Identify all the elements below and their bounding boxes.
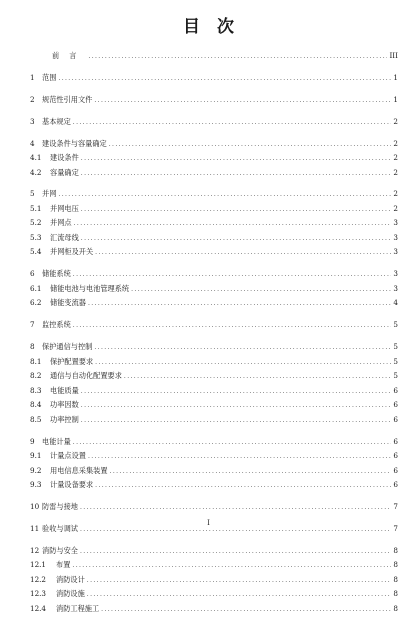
- toc-entry-page: 8: [393, 589, 398, 599]
- toc-entry-label: 保护通信与控制: [42, 342, 93, 352]
- toc-entry-number: 5: [30, 189, 35, 199]
- toc-entry[interactable]: [30, 166, 398, 181]
- page-title: 目 次: [183, 17, 234, 37]
- toc-entry[interactable]: [30, 449, 398, 464]
- toc-entry-number: 9.3: [30, 480, 42, 490]
- toc-entry-number: 12: [30, 545, 40, 555]
- toc-leader-dots: [81, 167, 392, 182]
- toc-entry-number: 12.3: [30, 589, 47, 599]
- toc-entry-label: 电能计量: [42, 436, 71, 446]
- toc-entry-label: 电能质量: [50, 385, 79, 395]
- toc-entry-page: 2: [393, 153, 398, 163]
- toc-leader-dots: [124, 370, 392, 385]
- toc-entry[interactable]: [30, 558, 398, 573]
- toc-leader-dots: [87, 588, 392, 603]
- toc-entry-page: 3: [393, 269, 398, 279]
- toc-entry-page: 4: [393, 298, 398, 308]
- toc-leader-dots: [87, 574, 392, 589]
- toc-entry-number: 6.2: [30, 298, 42, 308]
- toc-entry[interactable]: [30, 282, 398, 297]
- toc-entry-label: 规范性引用文件: [42, 94, 93, 104]
- table-of-contents: [30, 49, 398, 616]
- toc-entry-label: 储能变流器: [50, 298, 86, 308]
- toc-entry-label: 通信与自动化配置要求: [50, 371, 122, 381]
- toc-entry[interactable]: [30, 464, 398, 479]
- toc-entry-label: 消防与安全: [42, 545, 78, 555]
- toc-entry[interactable]: [30, 115, 398, 130]
- page-number: I: [207, 519, 210, 527]
- toc-entry-page: 6: [393, 385, 398, 395]
- toc-entry-label: 保护配置要求: [50, 356, 94, 366]
- toc-entry[interactable]: [30, 187, 398, 202]
- toc-entry-label: 消防设计: [56, 574, 85, 584]
- toc-entry-label: 建设条件: [50, 153, 79, 163]
- toc-leader-dots: [81, 399, 392, 414]
- toc-leader-dots: [95, 246, 391, 261]
- toc-entry-label: 用电信息采集装置: [50, 465, 108, 475]
- toc-leader-dots: [81, 232, 392, 247]
- toc-entry-number: 5.1: [30, 203, 42, 213]
- toc-entry-page: 2: [393, 203, 398, 213]
- toc-entry-page: 5: [393, 320, 398, 330]
- toc-entry-label: 并网: [42, 189, 57, 199]
- toc-entry-number: 6.1: [30, 283, 42, 293]
- toc-entry-number: 8.4: [30, 400, 42, 410]
- toc-entry[interactable]: [30, 296, 398, 311]
- toc-entry-number: 9.1: [30, 451, 42, 461]
- toc-entry-number: 8.3: [30, 385, 42, 395]
- toc-entry[interactable]: [30, 355, 398, 370]
- toc-entry[interactable]: [30, 602, 398, 617]
- toc-entry-number: 5.3: [30, 232, 42, 242]
- toc-entry[interactable]: [30, 544, 398, 559]
- toc-entry[interactable]: [30, 398, 398, 413]
- toc-entry-number: 3: [30, 116, 35, 126]
- toc-entry[interactable]: [30, 413, 398, 428]
- toc-entry-label: 防雷与接地: [42, 501, 78, 511]
- toc-entry-page: 6: [393, 436, 398, 446]
- toc-entry-page: 3: [393, 232, 398, 242]
- toc-entry[interactable]: [30, 93, 398, 108]
- toc-leader-dots: [58, 188, 391, 203]
- toc-entry-number: 12.4: [30, 603, 47, 613]
- toc-leader-dots: [58, 72, 391, 87]
- toc-entry-number: 12.1: [30, 560, 47, 570]
- toc-entry-number: 8.1: [30, 356, 42, 366]
- toc-entry-number: 8: [30, 342, 35, 352]
- toc-entry[interactable]: [30, 202, 398, 217]
- toc-entry-page: 3: [393, 218, 398, 228]
- toc-entry-number: 8.2: [30, 371, 42, 381]
- toc-entry[interactable]: [30, 369, 398, 384]
- toc-leader-dots: [95, 356, 391, 371]
- toc-entry-page: 6: [393, 465, 398, 475]
- toc-entry[interactable]: [30, 231, 398, 246]
- toc-entry[interactable]: [30, 216, 398, 231]
- toc-entry-label: 验收与调试: [42, 523, 78, 533]
- toc-entry[interactable]: [30, 573, 398, 588]
- toc-entry-label: 储能系统: [42, 269, 71, 279]
- toc-entry-page: 7: [393, 523, 398, 533]
- toc-entry-label: 并网电压: [50, 203, 79, 213]
- toc-entry-number: 2: [30, 94, 35, 104]
- toc-entry-label: 功率控制: [50, 414, 79, 424]
- toc-entry[interactable]: [30, 384, 398, 399]
- toc-entry-number: 10: [30, 501, 40, 511]
- toc-entry-label: 并网柜及开关: [50, 247, 94, 257]
- toc-entry[interactable]: [30, 435, 398, 450]
- toc-entry-number: 5.4: [30, 247, 42, 257]
- toc-entry[interactable]: [30, 151, 398, 166]
- toc-entry-label: 布置: [56, 560, 71, 570]
- toc-entry-number: 12.2: [30, 574, 47, 584]
- toc-leader-dots: [81, 414, 392, 429]
- toc-entry-label: 基本规定: [42, 116, 71, 126]
- toc-leader-dots: [109, 138, 392, 153]
- toc-leader-dots: [88, 50, 387, 65]
- toc-entry-page: III: [389, 51, 398, 60]
- toc-entry[interactable]: [30, 49, 398, 64]
- toc-entry-page: 2: [393, 138, 398, 148]
- toc-entry-number: 5.2: [30, 218, 42, 228]
- toc-leader-dots: [73, 319, 392, 334]
- toc-entry-label: 范围: [42, 72, 57, 82]
- toc-entry-page: 3: [393, 247, 398, 257]
- toc-entry[interactable]: [30, 340, 398, 355]
- toc-entry[interactable]: [30, 318, 398, 333]
- toc-leader-dots: [110, 465, 392, 480]
- toc-entry[interactable]: [30, 267, 398, 282]
- toc-entry-page: 6: [393, 451, 398, 461]
- toc-entry-page: 6: [393, 480, 398, 490]
- toc-entry-number: 4.2: [30, 167, 42, 177]
- toc-leader-dots: [73, 436, 392, 451]
- toc-entry-label: 计量点设置: [50, 451, 86, 461]
- toc-entry-label: 计量设备要求: [50, 480, 94, 490]
- toc-entry-number: 4: [30, 138, 35, 148]
- toc-entry-label: 建设条件与容量确定: [42, 138, 107, 148]
- toc-leader-dots: [95, 479, 391, 494]
- toc-entry-label: 前言: [52, 51, 87, 60]
- toc-entry-number: 11: [30, 523, 40, 533]
- toc-entry-label: 监控系统: [42, 320, 71, 330]
- toc-entry-page: 1: [393, 94, 398, 104]
- toc-entry-label: 并网点: [50, 218, 72, 228]
- toc-entry-number: 4.1: [30, 153, 42, 163]
- toc-entry-label: 汇流母线: [50, 232, 79, 242]
- toc-entry-page: 6: [393, 414, 398, 424]
- toc-entry-label: 储能电池与电池管理系统: [50, 283, 130, 293]
- toc-leader-dots: [80, 501, 391, 516]
- toc-entry-page: 6: [393, 400, 398, 410]
- toc-leader-dots: [81, 203, 392, 218]
- toc-leader-dots: [81, 152, 392, 167]
- toc-entry-page: 8: [393, 574, 398, 584]
- toc-leader-dots: [94, 341, 391, 356]
- toc-entry-page: 7: [393, 501, 398, 511]
- toc-entry-page: 5: [393, 371, 398, 381]
- toc-entry-label: 消防工程施工: [56, 603, 100, 613]
- toc-entry-number: 6: [30, 269, 35, 279]
- toc-entry-page: 2: [393, 116, 398, 126]
- toc-leader-dots: [72, 559, 391, 574]
- toc-entry-number: 8.5: [30, 414, 42, 424]
- toc-leader-dots: [73, 268, 392, 283]
- toc-entry-label: 消防设施: [56, 589, 85, 599]
- toc-entry[interactable]: [30, 245, 398, 260]
- toc-entry-number: 7: [30, 320, 35, 330]
- toc-entry-number: 9.2: [30, 465, 42, 475]
- toc-entry[interactable]: [30, 71, 398, 86]
- toc-entry[interactable]: [30, 478, 398, 493]
- toc-entry[interactable]: [30, 137, 398, 152]
- toc-entry-page: 3: [393, 283, 398, 293]
- toc-entry[interactable]: [30, 500, 398, 515]
- toc-entry-page: 8: [393, 560, 398, 570]
- toc-entry-page: 5: [393, 356, 398, 366]
- toc-entry-page: 5: [393, 342, 398, 352]
- toc-leader-dots: [94, 94, 391, 109]
- toc-leader-dots: [101, 603, 391, 617]
- toc-entry-label: 容量确定: [50, 167, 79, 177]
- toc-entry-page: 1: [393, 72, 398, 82]
- toc-entry-page: 2: [393, 167, 398, 177]
- toc-leader-dots: [74, 217, 392, 232]
- toc-entry-number: 1: [30, 72, 35, 82]
- toc-leader-dots: [88, 450, 391, 465]
- toc-entry[interactable]: [30, 587, 398, 602]
- toc-entry-page: 8: [393, 603, 398, 613]
- toc-leader-dots: [73, 116, 392, 131]
- toc-entry-label: 功率因数: [50, 400, 79, 410]
- toc-entry-page: 8: [393, 545, 398, 555]
- toc-entry-page: 2: [393, 189, 398, 199]
- toc-leader-dots: [81, 385, 392, 400]
- toc-leader-dots: [88, 297, 391, 312]
- toc-entry-number: 9: [30, 436, 35, 446]
- toc-leader-dots: [80, 545, 391, 560]
- toc-leader-dots: [131, 283, 391, 298]
